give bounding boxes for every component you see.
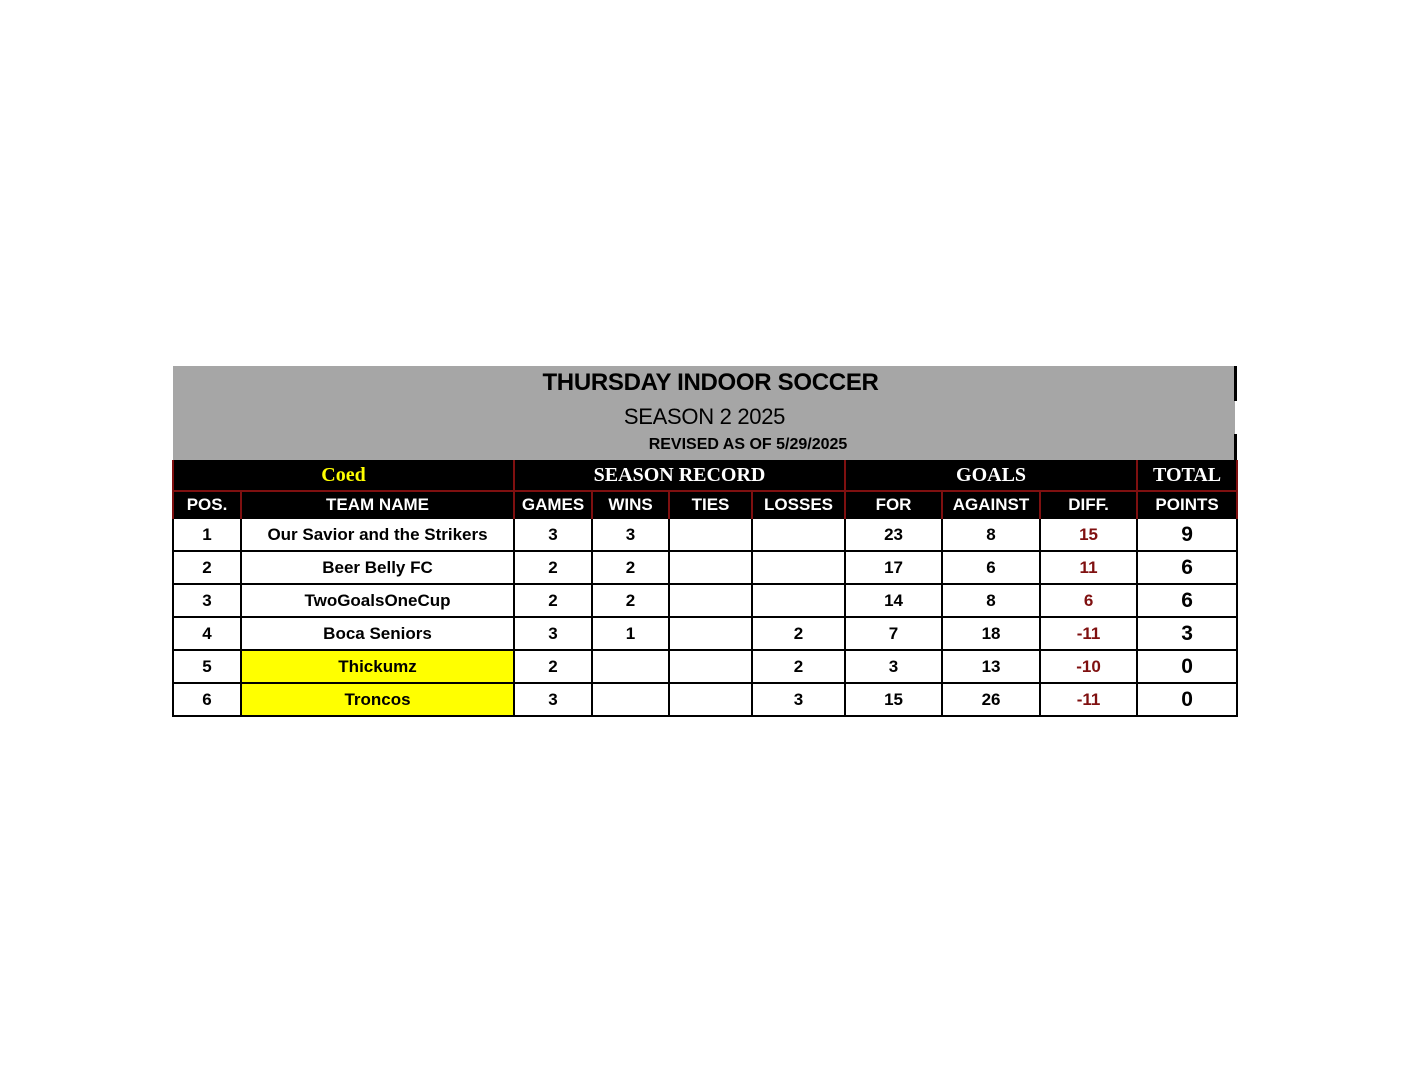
cell-goals-for: 17 — [845, 551, 942, 584]
cell-points: 3 — [1137, 617, 1237, 650]
cell-points: 0 — [1137, 683, 1237, 716]
cell-losses: 3 — [752, 683, 845, 716]
cell-ties — [669, 584, 752, 617]
cell-ties — [669, 683, 752, 716]
standings-table — [172, 460, 1238, 717]
table-row — [173, 617, 1237, 650]
cell-wins: 3 — [592, 518, 669, 551]
cell-games: 2 — [514, 551, 592, 584]
cell-ties — [669, 650, 752, 683]
cell-games: 2 — [514, 650, 592, 683]
cell-losses: 2 — [752, 617, 845, 650]
cell-points: 6 — [1137, 584, 1237, 617]
cell-losses — [752, 518, 845, 551]
cell-goal-diff: -11 — [1040, 683, 1137, 716]
cell-goals-for: 15 — [845, 683, 942, 716]
table-row — [173, 650, 1237, 683]
cell-points: 0 — [1137, 650, 1237, 683]
cell-team: Our Savior and the Strikers — [241, 518, 514, 551]
cell-wins: 1 — [592, 617, 669, 650]
standings-sheet — [173, 366, 1236, 717]
cell-games: 3 — [514, 518, 592, 551]
page-title: THURSDAY INDOOR SOCCER — [542, 369, 879, 396]
season-label: SEASON 2 2025 — [623, 404, 786, 429]
cell-pos: 5 — [173, 650, 241, 683]
cell-pos: 3 — [173, 584, 241, 617]
col-header-points: POINTS — [1137, 491, 1237, 518]
revised-date: REVISED AS OF 5/29/2025 — [648, 436, 848, 453]
table-row — [173, 584, 1237, 617]
division-label: Coed — [173, 460, 514, 491]
cell-wins: 2 — [592, 551, 669, 584]
cell-games: 2 — [514, 584, 592, 617]
cell-pos: 6 — [173, 683, 241, 716]
cell-ties — [669, 617, 752, 650]
cell-losses — [752, 584, 845, 617]
cell-games: 3 — [514, 617, 592, 650]
table-row — [173, 551, 1237, 584]
cell-games: 3 — [514, 683, 592, 716]
cell-pos: 1 — [173, 518, 241, 551]
season-record-group: SEASON RECORD — [514, 460, 845, 491]
cell-goals-against: 6 — [942, 551, 1040, 584]
col-header-team: TEAM NAME — [241, 491, 514, 518]
cell-ties — [669, 518, 752, 551]
column-header-row — [173, 491, 1237, 518]
col-header-against: AGAINST — [942, 491, 1040, 518]
cell-goals-against: 8 — [942, 584, 1040, 617]
cell-wins: 2 — [592, 584, 669, 617]
total-group: TOTAL — [1137, 460, 1237, 491]
cell-ties — [669, 551, 752, 584]
cell-goals-against: 18 — [942, 617, 1040, 650]
col-header-losses: LOSSES — [752, 491, 845, 518]
cell-goals-for: 14 — [845, 584, 942, 617]
cell-team: Boca Seniors — [241, 617, 514, 650]
cell-goals-against: 13 — [942, 650, 1040, 683]
table-row — [173, 518, 1237, 551]
col-header-for: FOR — [845, 491, 942, 518]
cell-goal-diff: -11 — [1040, 617, 1137, 650]
title-banner — [173, 366, 1235, 460]
cell-wins — [592, 650, 669, 683]
cell-goal-diff: 15 — [1040, 518, 1137, 551]
cell-goal-diff: 6 — [1040, 584, 1137, 617]
group-header-row — [173, 460, 1237, 491]
cell-goal-diff: -10 — [1040, 650, 1137, 683]
cell-losses: 2 — [752, 650, 845, 683]
col-header-games: GAMES — [514, 491, 592, 518]
cell-pos: 4 — [173, 617, 241, 650]
cell-wins — [592, 683, 669, 716]
col-header-wins: WINS — [592, 491, 669, 518]
cell-pos: 2 — [173, 551, 241, 584]
cell-team: Beer Belly FC — [241, 551, 514, 584]
table-row — [173, 683, 1237, 716]
cell-goals-against: 26 — [942, 683, 1040, 716]
cell-team: Troncos — [241, 683, 514, 716]
cell-goals-for: 3 — [845, 650, 942, 683]
cell-goals-for: 23 — [845, 518, 942, 551]
cell-goals-against: 8 — [942, 518, 1040, 551]
cell-losses — [752, 551, 845, 584]
goals-group: GOALS — [845, 460, 1137, 491]
cell-team: TwoGoalsOneCup — [241, 584, 514, 617]
cell-goal-diff: 11 — [1040, 551, 1137, 584]
cell-points: 6 — [1137, 551, 1237, 584]
cell-points: 9 — [1137, 518, 1237, 551]
cell-team: Thickumz — [241, 650, 514, 683]
col-header-pos: POS. — [173, 491, 241, 518]
col-header-ties: TIES — [669, 491, 752, 518]
col-header-diff: DIFF. — [1040, 491, 1137, 518]
cell-goals-for: 7 — [845, 617, 942, 650]
